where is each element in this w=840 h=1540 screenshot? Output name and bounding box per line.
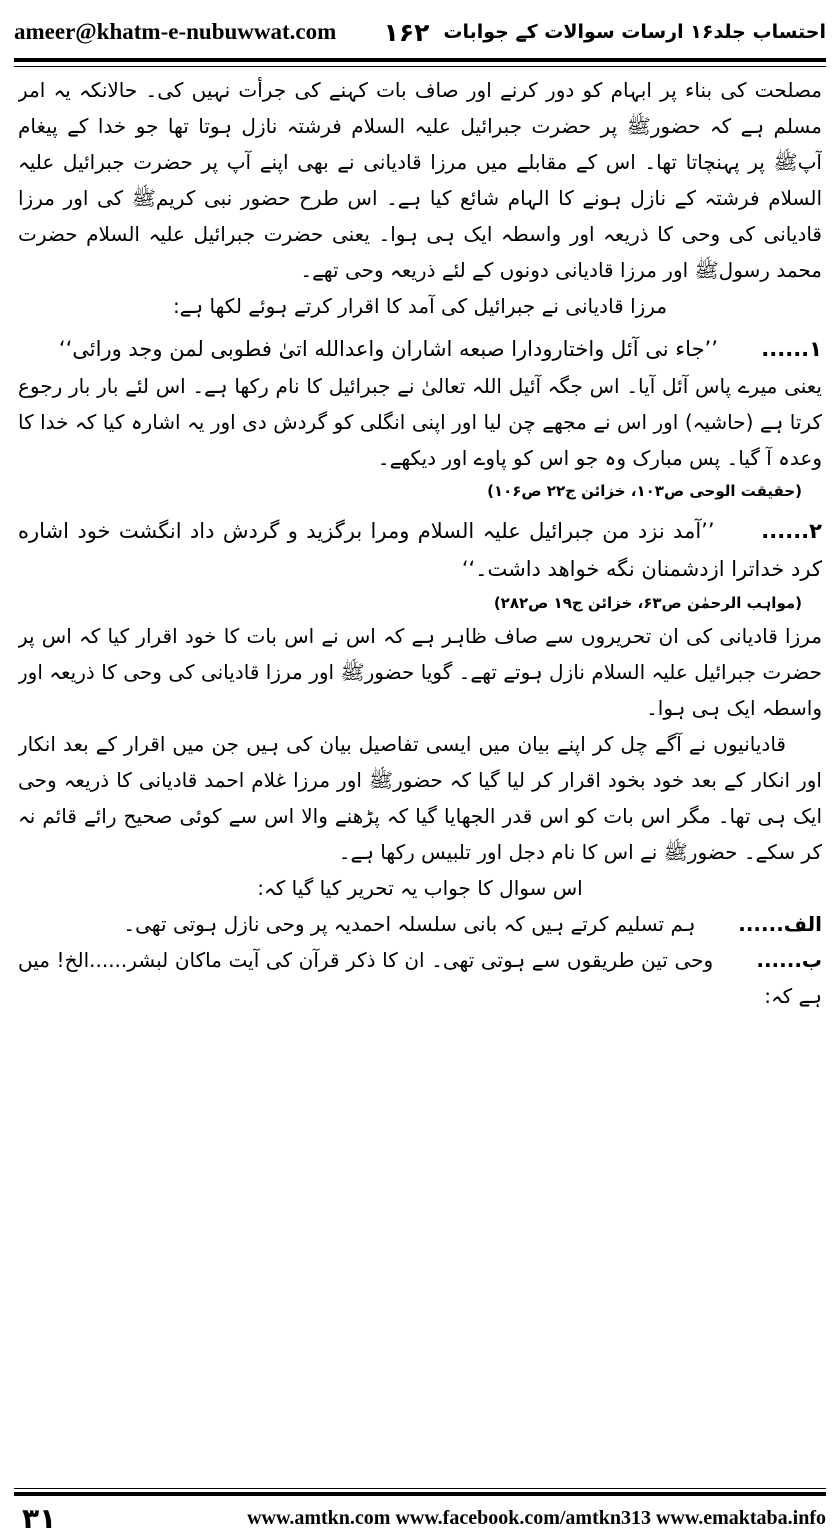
answer-alif-text: ہم تسلیم کرتے ہیں کہ بانی سلسلہ احمدیہ پر وحی نازل ہوتی تھی۔ <box>123 912 696 936</box>
answer-be-label: ب...... <box>756 948 822 972</box>
page-content <box>18 72 822 1448</box>
header-title: احتساب جلد۱۶ ارسات سوالات کے جوابات <box>443 21 826 43</box>
quote-1-arabic: ’’جاء نی آئل واختارودارا صبعه اشاران واعدالله اتیٰ فطوبی لمن وجد ورائی‘‘ <box>58 337 718 361</box>
quote-2 <box>18 512 822 588</box>
body-paragraph-3: اس سوال کا جواب یہ تحریر کیا گیا کہ: <box>257 876 583 900</box>
quote-1-number: ۱...... <box>761 337 822 361</box>
answer-be-text: وحی تین طریقوں سے ہوتی تھی۔ ان کا ذکر قرآن کی آیت ماکان لبشر......الخ! میں ہے کہ: <box>18 948 822 1008</box>
page-number: ۱۶۲ <box>383 17 430 47</box>
footer-rule <box>14 1492 826 1496</box>
paragraph-2: مرزا قادیانی نے جبرائیل کی آمد کا اقرار کرتے ہوئے لکھا ہے: <box>172 294 668 318</box>
quote-1 <box>18 330 822 368</box>
answer-alif-label: الف...... <box>738 912 822 936</box>
header-rule <box>14 58 826 62</box>
body-paragraph-1: مرزا قادیانی کی ان تحریروں سے صاف ظاہر ہے کہ اس نے اس بات کا خود اقرار کیا کہ اس پر حضرت جبرائیل علیہ السلام نازل ہوتے تھے۔ گویا حضورﷺ اور مرزا قادیانی کی وحی کا ذریعہ اور واسطہ ایک ہی ہوا۔ <box>18 624 822 720</box>
footer-page-number: ۳۱ <box>22 1501 57 1535</box>
header-right <box>384 18 826 47</box>
answer-alif <box>18 906 822 942</box>
answer-be <box>18 942 822 1014</box>
header-email: ameer@khatm-e-nubuwwat.com <box>14 19 337 44</box>
page-header <box>14 10 826 54</box>
quote-2-persian: ’’آمد نزد من جبرائیل علیہ السلام ومرا برگزید و گردش داد انگشت خود اشاره کرد خداترا ازدشمنان نگه خواهد داشت۔‘‘ <box>18 519 822 581</box>
paragraph-1: مصلحت کی بناء پر ابہام کو دور کرنے اور صاف بات کہنے کی جرأت نہیں کی۔ حالانکہ یہ امر مسلم ہے کہ حضورﷺ پر حضرت جبرائیل علیہ السلام فرشتہ نازل ہوتا تھا جو خدا کے پیغام آپﷺ پر پہنچاتا تھا۔ اس کے مقابلے میں مرزا قادیانی نے بھی اپنے آپ پر حضرت جبرائیل علیہ السلام فرشتہ کے نازل ہونے کا الہام شائع کیا ہے۔ اس طرح حضور نبی کریمﷺ کی اور مرزا قادیانی کی وحی کا ذریعہ اور واسطہ ایک ہی ہوا۔ یعنی حضرت جبرائیل علیہ السلام حضرت محمد رسولﷺ اور مرزا قادیانی دونوں کے لئے ذریعہ وحی تھے۔ <box>18 78 822 282</box>
body-paragraph-2: قادیانیوں نے آگے چل کر اپنے بیان میں ایسی تفاصیل بیان کی ہیں جن میں اقرار کے بعد انکار اور انکار کے بعد خود بخود اقرار کر لیا گیا کہ حضورﷺ اور مرزا غلام احمد قادیانی کا ذریعہ وحی ایک ہی تھا۔ مگر اس بات کو اس قدر الجھایا گیا کہ پڑھنے والا اس سے کوئی صحیح رائے قائم نہ کر سکے۔ حضورﷺ نے اس کا نام دجل اور تلبیس رکھا ہے۔ <box>18 732 822 864</box>
page-footer <box>14 1500 826 1536</box>
quote-2-number: ۲...... <box>761 519 822 543</box>
quote-2-reference: (مواہب الرحمٰن ص۶۳، خزائن ج۱۹ ص۲۸۲) <box>493 594 802 612</box>
footer-rule-thin <box>14 1488 826 1489</box>
footer-links: www.amtkn.com www.facebook.com/amtkn313 www.emaktaba.info <box>247 1506 826 1529</box>
header-rule-thin <box>14 66 826 67</box>
quote-1-reference: (حقیقت الوحی ص۱۰۳، خزائن ج۲۲ ص۱۰۶) <box>487 482 802 500</box>
quote-1-translation: یعنی میرے پاس آئل آیا۔ اس جگہ آئیل اللہ تعالیٰ نے جبرائیل کا نام رکھا ہے۔ اس لئے بار بار رجوع کرتا ہے (حاشیہ) اور اس نے مجھے چن لیا اور اپنی انگلی کو گردش دی اور یہ اشارہ کیا کہ خدا کا وعدہ آ گیا۔ پس مبارک وہ جو اس کو پاوے اور دیکھے۔ <box>18 374 822 470</box>
